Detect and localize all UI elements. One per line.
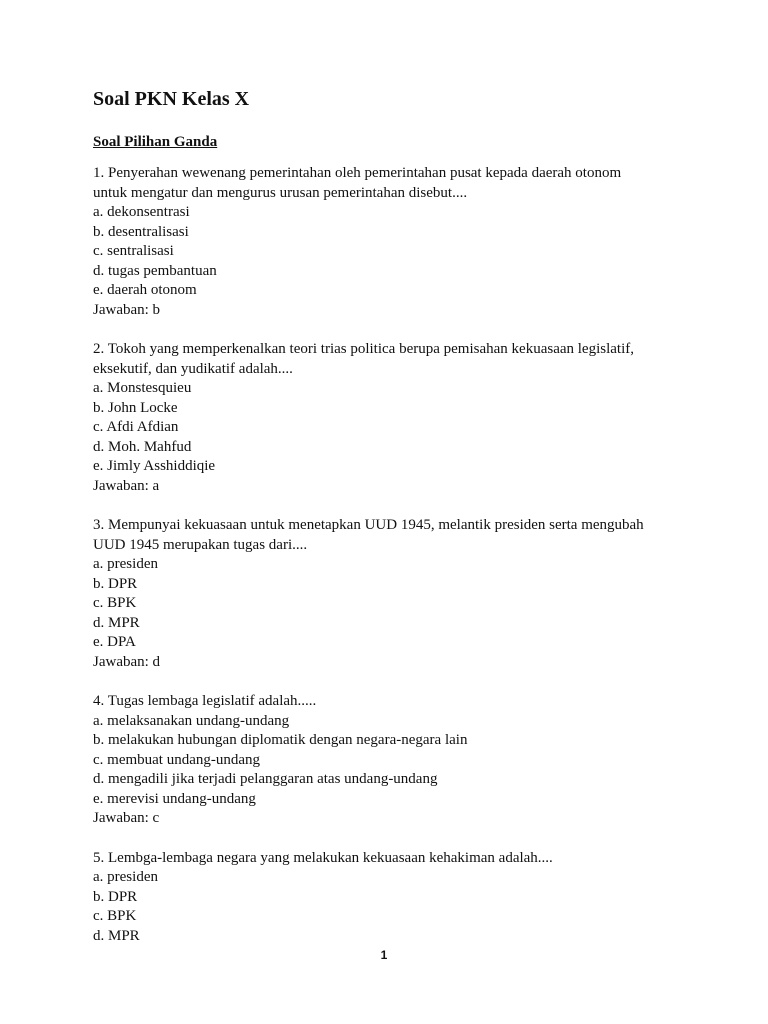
answer-option: a. melaksanakan undang-undang [93,712,290,729]
section-title: Soal Pilihan Ganda [93,134,218,150]
document-title: Soal PKN Kelas X [93,88,250,110]
answer-option: a. dekonsentrasi [93,204,190,220]
question-list [93,164,693,946]
answer-option: a. presiden [93,869,158,885]
answer-option: b. desentralisasi [93,223,189,240]
answer-option: c. BPK [93,908,137,924]
answer-option: b. melakukan hubungan diplomatik dengan negara-negara lain [93,732,468,748]
answer-option: c. sentralisasi [93,243,174,259]
answer-option: d. tugas pembantuan [93,262,217,279]
answer-option: b. DPR [93,575,138,592]
answer-option: e. DPA [93,634,136,650]
answer-option: e. daerah otonom [93,282,197,298]
question-stem-line: UUD 1945 merupakan tugas dari.... [93,536,308,553]
answer-option: d. MPR [93,927,140,944]
question-stem-line: 3. Mempunyai kekuasaan untuk menetapkan UUD 1945, melantik presiden serta mengubah [93,517,644,533]
question-item [93,516,693,672]
question-item [93,164,693,320]
answer-option: d. mengadili jika terjadi pelanggaran atas undang-undang [93,771,438,787]
question-stem-line: eksekutif, dan yudikatif adalah.... [93,360,293,377]
answer-option: b. DPR [93,888,138,905]
answer-option: a. Monstesquieu [93,380,192,396]
answer-key: Jawaban: a [93,477,160,494]
answer-key: Jawaban: b [93,301,161,318]
question-item [93,849,693,947]
answer-key: Jawaban: d [93,653,161,670]
question-item [93,340,693,496]
question-stem-line: 5. Lembga-lembaga negara yang melakukan kekuasaan kehakiman adalah.... [93,849,553,866]
answer-option: d. MPR [93,614,140,631]
answer-option: b. John Locke [93,399,178,416]
question-stem-line: untuk mengatur dan mengurus urusan pemerintahan disebut.... [93,184,468,201]
answer-option: c. BPK [93,595,137,611]
question-stem-line: 2. Tokoh yang memperkenalkan teori trias politica berupa pemisahan kekuasaan legislatif, [93,341,634,357]
question-stem-line: 1. Penyerahan wewenang pemerintahan oleh pemerintahan pusat kepada daerah otonom [93,165,622,181]
document-page [93,86,693,966]
question-item [93,692,693,829]
page-number: 1 [380,948,388,962]
answer-option: c. Afdi Afdian [93,419,179,435]
answer-option: a. presiden [93,556,158,572]
question-stem-line: 4. Tugas lembaga legislatif adalah..... [93,693,317,709]
answer-key: Jawaban: c [93,810,160,826]
answer-option: e. Jimly Asshiddiqie [93,458,216,474]
answer-option: e. merevisi undang-undang [93,790,256,807]
answer-option: d. Moh. Mahfud [93,438,192,455]
answer-option: c. membuat undang-undang [93,751,261,768]
